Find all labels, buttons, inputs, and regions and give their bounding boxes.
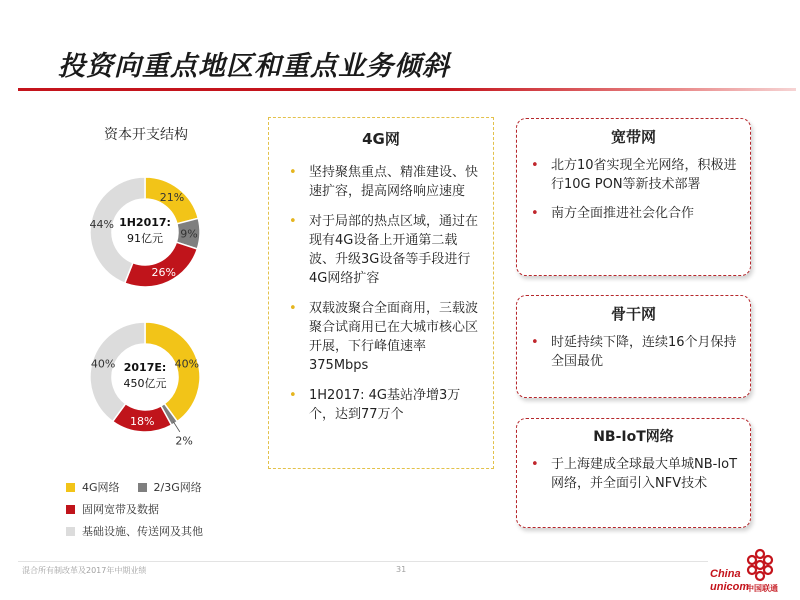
footer-caption: 混合所有制改革及2017年中期业绩 — [22, 566, 147, 575]
capex-legend — [66, 476, 276, 542]
legend-label-4g: 4G网络 — [82, 481, 120, 494]
box-4g-bullet-4: • 1H2017: 4G基站净增3万个，达到77万个 — [289, 386, 479, 424]
box-broadband-title: 宽带网 — [610, 128, 656, 146]
legend-swatch-4g — [66, 483, 75, 492]
footer-divider — [18, 561, 708, 562]
donut-1h2017-slice-broadband — [125, 242, 198, 287]
donut-2017e-leader-2g3g — [173, 422, 179, 432]
legend-row-2 — [66, 498, 276, 520]
legend-swatch-infra — [66, 527, 75, 536]
donut-1h2017-center-value: 91亿元 — [127, 232, 163, 245]
china-unicom-knot-icon — [744, 548, 776, 582]
box-broadband-network — [516, 118, 751, 276]
box-4g-bullet-3: • 双载波聚合全面商用，三载波聚合试商用已在大城市核心区开展，下行峰值速率375Mbps — [289, 299, 479, 375]
logo-text-unicom: unicom — [710, 581, 750, 593]
logo-text-china: China — [710, 568, 741, 580]
capex-structure-title: 资本开支结构 — [104, 127, 188, 143]
box-4g-title: 4G网 — [362, 130, 400, 148]
donut-2017e-center-label: 2017E: — [123, 361, 167, 374]
legend-swatch-2g3g — [138, 483, 147, 492]
donut-2017e-label-4g: 40% — [174, 357, 200, 371]
donut-1h2017-label-infra: 44% — [89, 217, 115, 231]
donut-2017e-label-2g3g: 2% — [175, 434, 193, 448]
legend-item-4g — [66, 479, 120, 495]
donut-chart-1h2017 — [85, 160, 225, 290]
legend-row-1 — [66, 476, 276, 498]
title-underline — [18, 88, 796, 91]
legend-item-2g3g — [138, 479, 202, 495]
donut-1h2017-label-4g: 21% — [159, 191, 185, 205]
page-number: 31 — [396, 565, 407, 574]
box-nbiot-bullets — [517, 455, 750, 493]
donut-1h2017-svg — [85, 160, 225, 290]
legend-label-broadband: 固网宽带及数据 — [82, 503, 159, 516]
box-4g-network — [268, 117, 494, 469]
box-nbiot-bullet-1: • 于上海建成全球最大单城NB-IoT网络，并全面引入NFV技术 — [531, 455, 738, 493]
china-unicom-logo — [708, 548, 794, 598]
donut-2017e-svg — [85, 305, 225, 470]
legend-item-broadband — [66, 501, 159, 517]
box-4g-bullets — [269, 163, 493, 424]
slide-title: 投资向重点地区和重点业务倾斜 — [58, 51, 450, 82]
donut-2017e-label-infra: 40% — [90, 357, 116, 371]
legend-swatch-broadband — [66, 505, 75, 514]
box-4g-bullet-2: • 对于局部的热点区域，通过在现有4G设备上开通第二载波、升级3G设备等手段进行4G网络扩容 — [289, 212, 479, 288]
donut-2017e-center-value: 450亿元 — [123, 377, 167, 390]
box-backbone-bullet-1: • 时延持续下降，连续16个月保持全国最优 — [531, 333, 738, 371]
box-backbone-bullets — [517, 333, 750, 371]
legend-label-2g3g: 2/3G网络 — [153, 481, 202, 494]
donut-1h2017-label-2g3g: 9% — [180, 227, 198, 241]
donut-1h2017-center-label: 1H2017: — [119, 216, 171, 229]
donut-1h2017-label-broadband: 26% — [151, 265, 176, 279]
legend-label-infra: 基础设施、传送网及其他 — [82, 525, 203, 538]
legend-item-infra — [66, 523, 203, 539]
donut-chart-2017e — [85, 305, 225, 470]
box-nbiot-network — [516, 418, 751, 528]
box-backbone-title: 骨干网 — [610, 305, 656, 323]
box-broadband-bullet-1: • 北方10省实现全光网络，积极进行10G PON等新技术部署 — [531, 156, 738, 194]
legend-row-3 — [66, 520, 276, 542]
box-backbone-network — [516, 295, 751, 398]
box-nbiot-title: NB-IoT网络 — [593, 429, 674, 445]
logo-text-cn: 中国联通 — [746, 584, 778, 593]
box-4g-bullet-1: • 坚持聚焦重点、精准建设、快速扩容，提高网络响应速度 — [289, 163, 479, 201]
donut-2017e-label-broadband: 18% — [130, 414, 155, 428]
box-broadband-bullet-2: • 南方全面推进社会化合作 — [531, 204, 738, 223]
box-broadband-bullets — [517, 156, 750, 223]
